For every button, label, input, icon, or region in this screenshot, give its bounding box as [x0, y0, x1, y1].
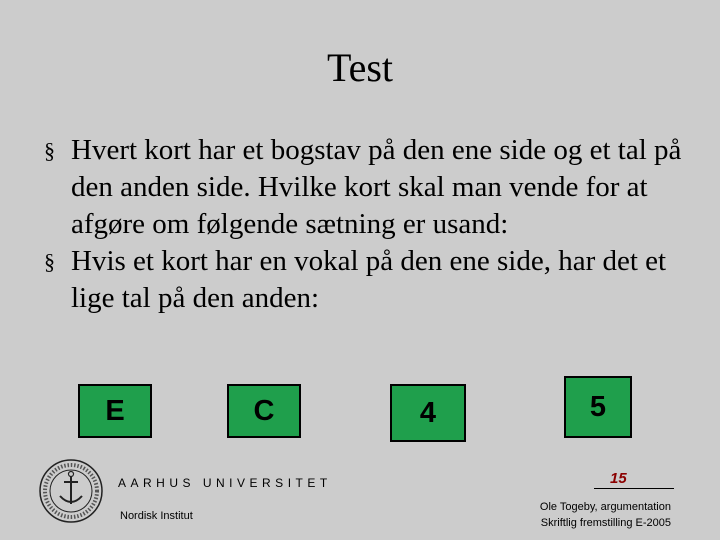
course-line: Skriftlig fremstilling E-2005: [540, 517, 671, 529]
bullet-item: [44, 243, 684, 317]
slide-title: Test: [326, 45, 394, 90]
university-name: AARHUS UNIVERSITET: [118, 476, 332, 490]
bullet-marker: §: [44, 138, 55, 163]
divider: [594, 488, 674, 489]
university-seal-icon: [38, 458, 104, 524]
card-5: 5: [564, 376, 632, 438]
author-info: [540, 499, 671, 531]
bullet-list: [44, 132, 684, 317]
card-c: C: [227, 384, 301, 438]
card-4: 4: [390, 384, 466, 442]
bullet-text: Hvert kort har et bogstav på den ene side og et tal på den anden side. Hvilke kort skal man vende for at afgøre om følgende sætning er usand:: [71, 134, 682, 240]
page-number: 15: [610, 470, 627, 487]
bullet-marker: §: [44, 249, 55, 274]
bullet-item: [44, 132, 684, 243]
card-e: E: [78, 384, 152, 438]
institute-name: Nordisk Institut: [120, 510, 193, 522]
bullet-text: Hvis et kort har en vokal på den ene side, har det et lige tal på den anden:: [71, 245, 667, 314]
author-line: Ole Togeby, argumentation: [539, 501, 671, 513]
